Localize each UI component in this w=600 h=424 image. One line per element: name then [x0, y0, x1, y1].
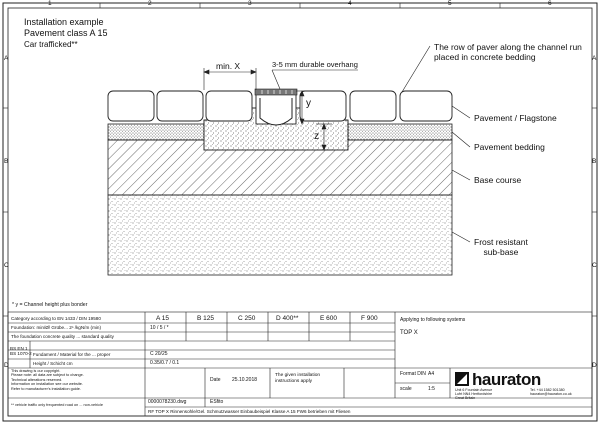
frame-letter: B	[592, 158, 597, 165]
frame-letter: D	[592, 362, 597, 369]
note-line: Please note: all data are subject to change.	[11, 373, 84, 378]
class-a15: A 15	[156, 315, 170, 322]
z-label: z	[314, 131, 319, 142]
frame-number: 5	[448, 0, 452, 7]
table-row-label: Height / Schicht cm	[33, 361, 73, 366]
date-value: 25.10.2018	[232, 377, 258, 383]
note-line: Information on installation see our website.	[11, 382, 83, 387]
class-f900: F 900	[361, 315, 378, 322]
frame-number: 3	[248, 0, 252, 7]
note-line: This drawing is our copyright.	[11, 369, 61, 373]
callout-bedding: Pavement bedding	[474, 142, 545, 152]
drawing-number: 0000078230.dwg	[148, 399, 187, 405]
frame-number: 1	[48, 0, 52, 7]
format-label: Format DIN	[400, 371, 426, 377]
author: ESfito	[210, 399, 224, 405]
table-row-label: Foundation: min/Ø/ Grübe... 2ⁿ /kgN/m (min)	[11, 325, 102, 330]
class-e600: E 600	[320, 315, 337, 322]
frame-letter: C	[592, 262, 597, 269]
frame-letter: C	[4, 262, 9, 269]
class-d400: D 400**	[276, 315, 299, 322]
value-foundation: 10 / 5 / *	[150, 325, 169, 331]
frame-letter: D	[4, 362, 9, 369]
min-x-label: min. X	[216, 61, 241, 71]
frame-number: 4	[348, 0, 352, 7]
note-line: Technical alterations reserved.	[11, 377, 63, 382]
note-line: ** vehicle traffic only frequented road on ... non-vehicle	[11, 403, 103, 407]
subbase-layer	[108, 195, 452, 275]
scale-value: 1:5	[428, 386, 435, 392]
channel-body	[255, 89, 297, 125]
company-contact: Tel. +44 1582 501380 hauraton@hauraton.co.uk	[530, 388, 572, 396]
class-b125: B 125	[197, 315, 214, 322]
frame-letter: A	[592, 55, 597, 62]
notes-block	[11, 369, 143, 391]
value-concrete: C 20/25	[150, 351, 168, 357]
frame-number: 2	[148, 0, 152, 7]
frame-letter: A	[4, 55, 9, 62]
company-address: Unit 6 Fountain Avenue Lufrt NN4 Hertfordshire Great Britain	[455, 388, 493, 400]
hauraton-logo-mark	[455, 372, 469, 386]
callout-frost: Frost resistant sub-base	[474, 237, 528, 257]
overhang-label: 3-5 mm durable overhang	[272, 60, 358, 69]
date-label: Date	[210, 377, 221, 383]
callout-base: Base course	[474, 175, 522, 185]
y-label: y	[306, 98, 311, 109]
footnote: * y = Channel height plus bonder	[12, 302, 88, 308]
note-line: Refer to manufacturer's installation guide.	[11, 386, 81, 391]
frame-number: 6	[548, 0, 552, 7]
format-value: A4	[428, 371, 435, 377]
header-line-1: Installation example	[24, 17, 104, 27]
scale-label: scale	[400, 386, 412, 392]
callout-concrete-row: The row of paver along the channel run placed in concrete bedding	[434, 42, 582, 62]
applying-label: Applying to following systems	[400, 317, 466, 323]
company-logo-text: hauraton	[472, 370, 541, 389]
drawing-description: RF TOP X Rinnensohle/Gel. Schmutzwasser Einbaubeispiel Klasse A 15 FW6 betrieben mit Fliesen	[148, 409, 351, 414]
table-left-code: BS EN 1 BS 1070-2	[10, 346, 32, 356]
table-row-label: Category according to EN 1433 / DIN 19580	[11, 316, 101, 321]
frame-letter: B	[4, 158, 9, 165]
header-line-2: Pavement class A 15	[24, 28, 108, 38]
class-c250: C 250	[238, 315, 256, 322]
system-name: TOP X	[400, 330, 418, 336]
table-row-label: Fundament / Material for the ... proper	[33, 352, 111, 357]
callout-pavement: Pavement / Flagstone	[474, 113, 557, 123]
table-row-label: The foundation concrete quality ... standard quality	[11, 334, 114, 339]
header-line-3: Car trafficked**	[24, 40, 78, 49]
check-note: The given installation instructions apply	[275, 373, 321, 384]
value-height: 0.35/0.7 / 0.1	[150, 360, 180, 366]
